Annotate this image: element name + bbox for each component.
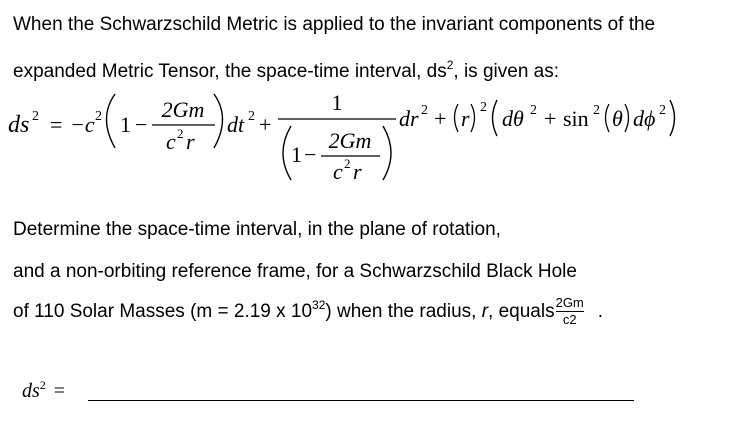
intro-text-2b: , is given as: bbox=[453, 61, 560, 82]
answer-exp: 2 bbox=[39, 378, 46, 392]
eq-inner-right-paren bbox=[383, 126, 391, 180]
eq-lhs: ds bbox=[8, 112, 30, 138]
question-line-1 bbox=[13, 220, 501, 239]
eq-inner-den-exp: 2 bbox=[344, 156, 351, 171]
question-text-3a: of 110 Solar Masses (m = 2.19 x 10 bbox=[13, 300, 313, 322]
eq-frac1-den-exp: 2 bbox=[177, 126, 184, 141]
eq-plus3: + bbox=[544, 106, 557, 131]
eq-dphi: dϕ bbox=[633, 106, 656, 131]
eq-dt-exp: 2 bbox=[248, 109, 255, 124]
eq-dtheta: dθ bbox=[502, 106, 524, 131]
eq-angular-left-paren bbox=[493, 100, 498, 136]
eq-frac1-den-r: r bbox=[186, 129, 195, 154]
answer-equals: = bbox=[53, 380, 66, 402]
eq-lhs-exp: 2 bbox=[32, 109, 39, 124]
eq-inner-left-paren bbox=[283, 126, 291, 180]
eq-one: 1 bbox=[120, 112, 131, 137]
eq-sin-exp: 2 bbox=[593, 103, 600, 118]
eq-inner-den-c: c bbox=[333, 159, 343, 184]
eq-inner-one: 1 bbox=[291, 142, 302, 167]
question-exponent: 32 bbox=[312, 297, 326, 312]
question-fraction-den: c2 bbox=[562, 312, 577, 328]
eq-r-right-paren bbox=[471, 104, 475, 132]
eq-frac1-num: 2Gm bbox=[161, 97, 205, 122]
answer-blank-line[interactable] bbox=[88, 400, 634, 401]
eq-frac1-den-c: c bbox=[166, 129, 176, 154]
question-text-3b: ) when the radius, bbox=[325, 300, 482, 322]
eq-inner-num: 2Gm bbox=[328, 128, 372, 153]
question-line-3 bbox=[13, 296, 603, 328]
eq-dphi-exp: 2 bbox=[659, 103, 666, 118]
eq-equals: = bbox=[50, 112, 63, 137]
eq-frac2-num: 1 bbox=[331, 90, 343, 115]
eq-dt: dt bbox=[227, 112, 245, 137]
eq-plus: + bbox=[259, 112, 272, 137]
eq-dr: dr bbox=[399, 106, 419, 131]
intro-text-1: When the Schwarzschild Metric is applied to the invariant components of the bbox=[13, 14, 656, 35]
question-text-2: and a non-orbiting reference frame, for a Schwarzschild Black Hole bbox=[13, 261, 577, 282]
intro-line-1 bbox=[13, 15, 655, 34]
eq-left-paren bbox=[107, 94, 116, 148]
eq-c-exp: 2 bbox=[95, 109, 102, 124]
answer-label bbox=[22, 378, 66, 402]
eq-right-paren bbox=[214, 94, 223, 148]
question-fraction bbox=[556, 296, 584, 328]
eq-inner-den-r: r bbox=[353, 159, 362, 184]
eq-r-left-paren bbox=[455, 104, 459, 132]
eq-r: r bbox=[461, 106, 470, 131]
question-line-2 bbox=[13, 262, 577, 281]
question-period: . bbox=[597, 300, 604, 322]
schwarzschild-equation bbox=[0, 86, 735, 198]
question-text-1: Determine the space-time interval, in the plane of rotation, bbox=[13, 219, 501, 240]
eq-theta-right-paren bbox=[625, 104, 629, 132]
answer-ds: ds bbox=[22, 380, 40, 402]
intro-superscript: 2 bbox=[446, 58, 454, 72]
eq-plus2: + bbox=[434, 106, 447, 131]
eq-sin: sin bbox=[563, 106, 589, 131]
eq-dtheta-exp: 2 bbox=[530, 103, 537, 118]
eq-dr-exp: 2 bbox=[421, 103, 428, 118]
eq-angular-right-paren bbox=[670, 100, 675, 136]
eq-minus: − bbox=[135, 112, 148, 137]
eq-inner-minus: − bbox=[304, 142, 317, 167]
eq-theta: θ bbox=[612, 106, 623, 131]
intro-line-2 bbox=[13, 58, 560, 82]
question-fraction-num: 2Gm bbox=[555, 295, 584, 310]
eq-neg-c: −c bbox=[70, 112, 95, 137]
eq-r-exp: 2 bbox=[480, 100, 487, 115]
question-text-3c: , equals bbox=[488, 300, 555, 322]
eq-theta-left-paren bbox=[606, 104, 610, 132]
intro-text-2a: expanded Metric Tensor, the space-time interval, ds bbox=[13, 61, 447, 82]
question-radius-symbol: r bbox=[481, 300, 489, 322]
